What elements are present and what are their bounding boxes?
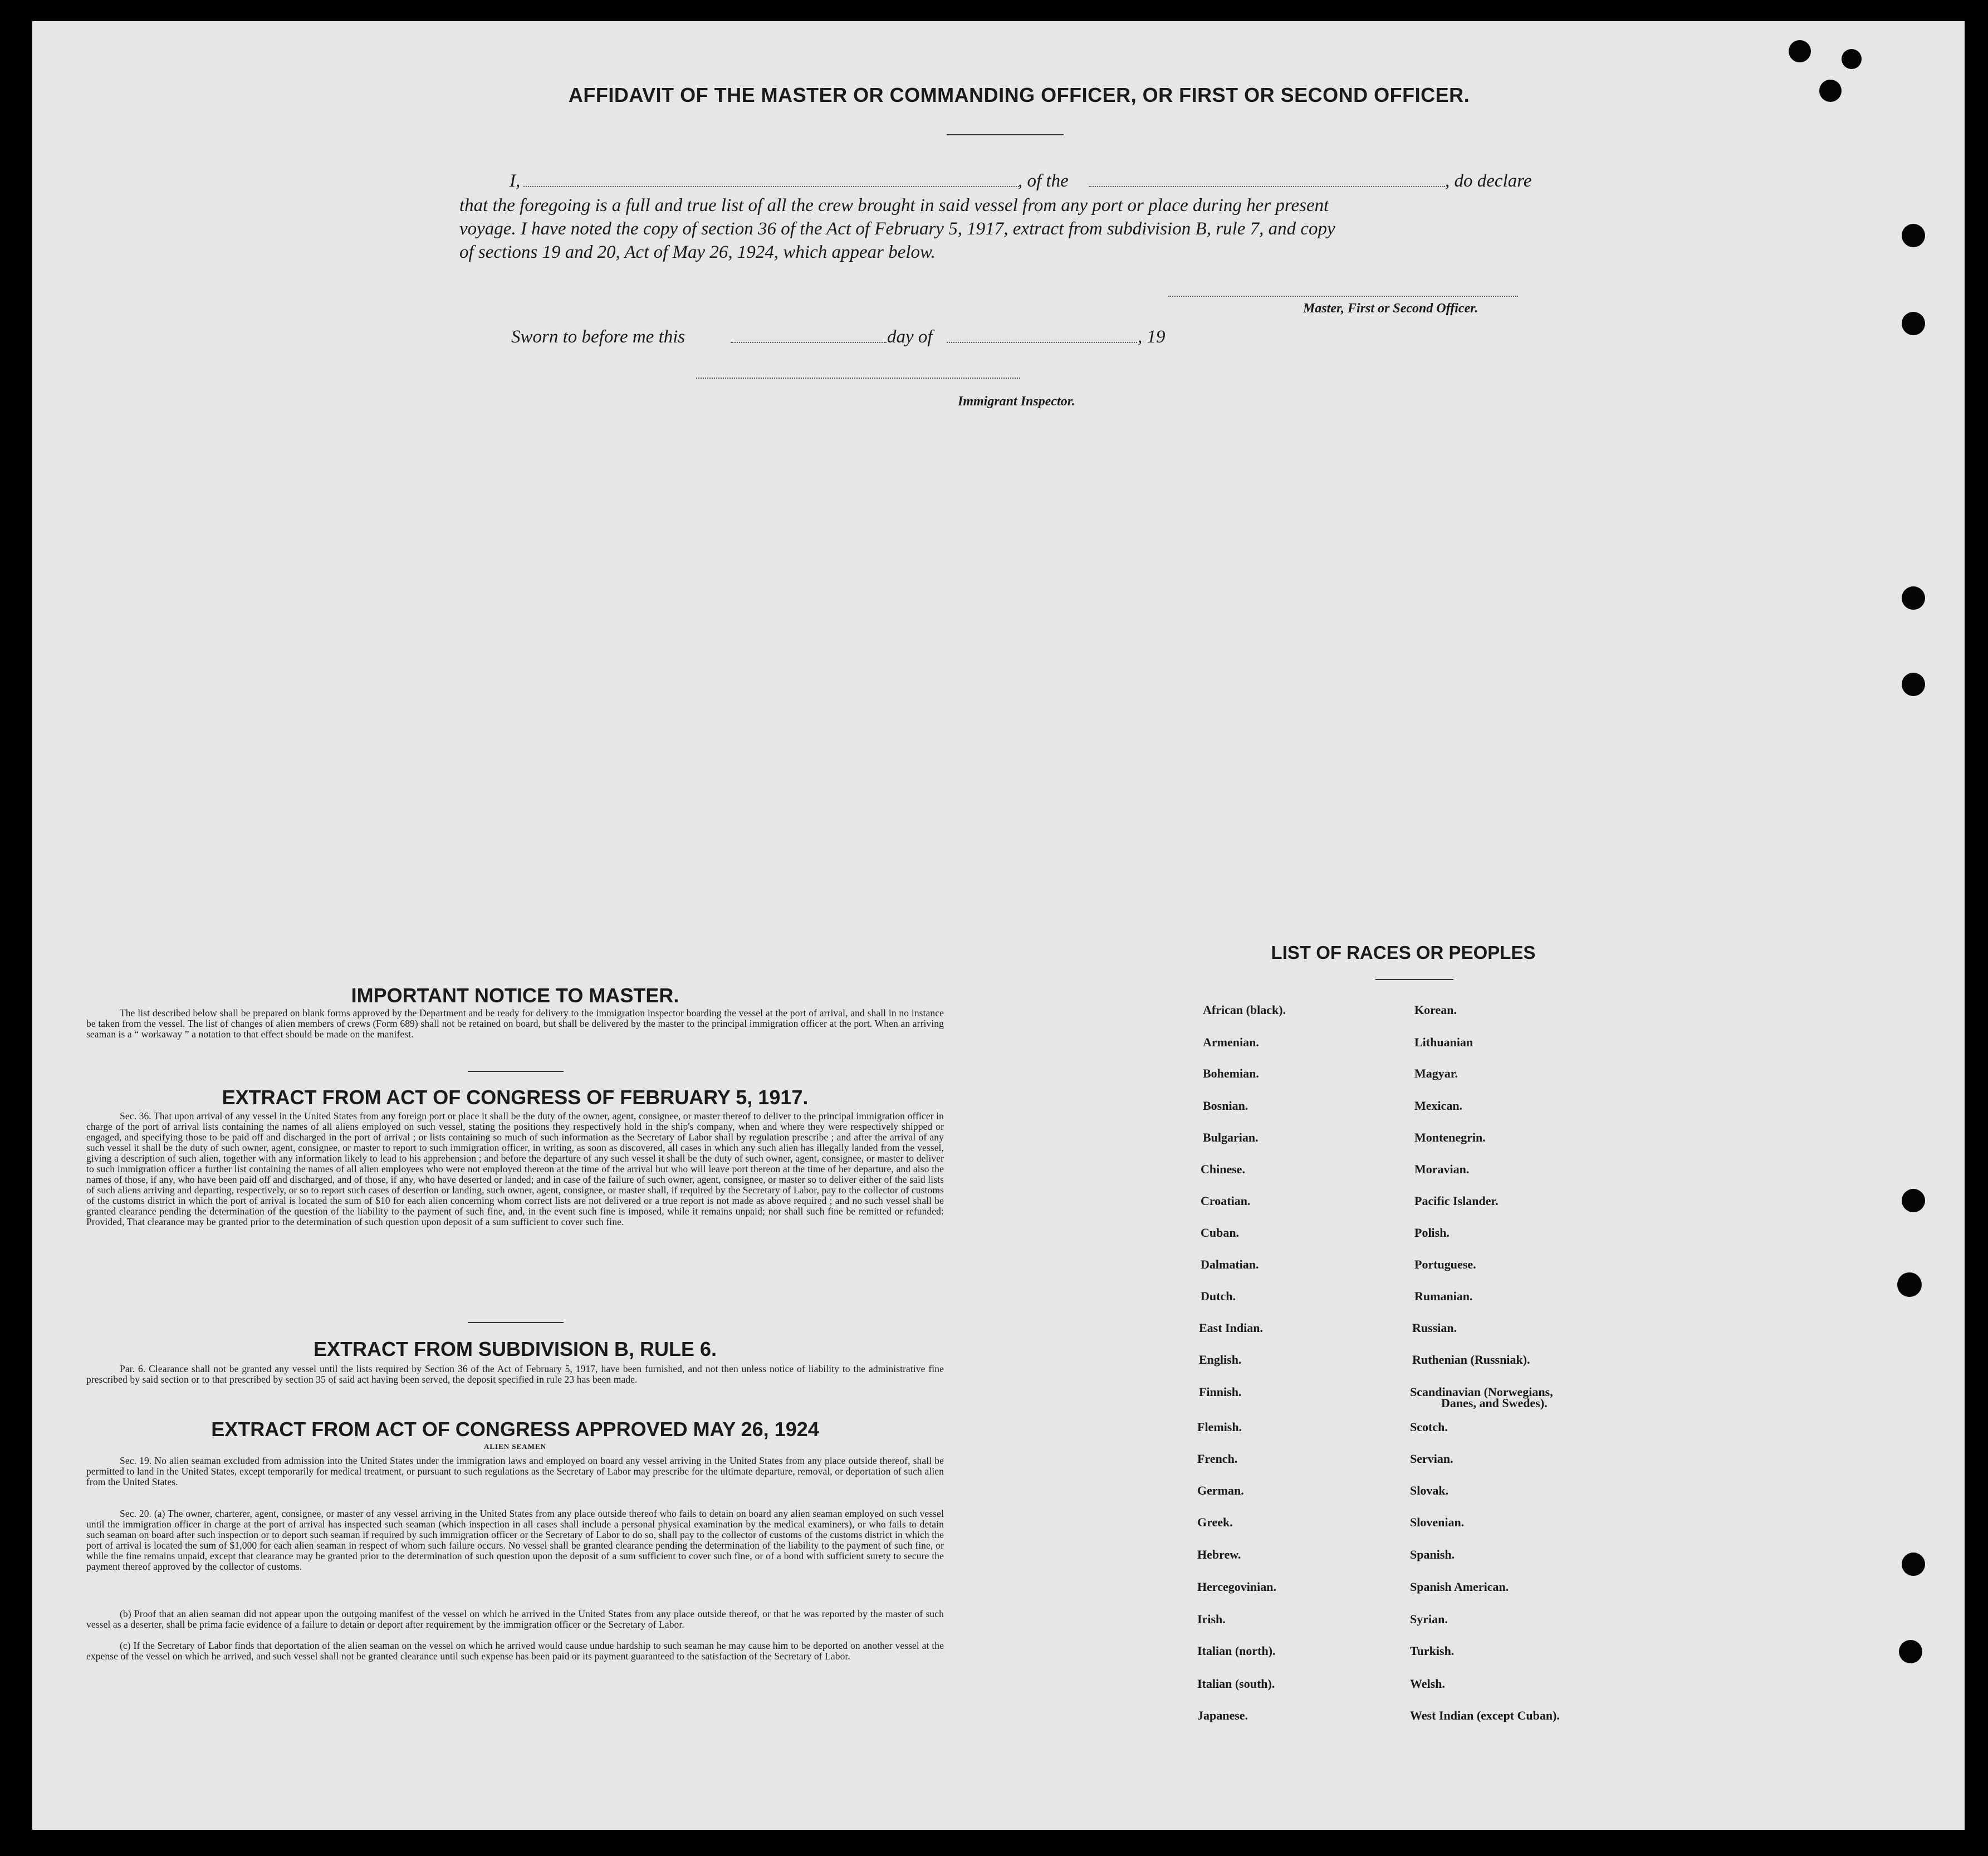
race-item: Syrian. [1410, 1612, 1448, 1626]
notice-body: The list described below shall be prepared on blank forms approved by the Department and be ready for delivery to the immigration inspector boarding the vessel at the port of arrival, and shall in no instance be taken from the vessel. The list of changes of alien members of crews (Form 689) shall not be retained on board, but shall be delivered by the master to the principal immigration officer at the port. When an arriving seaman is a “ workaway ” a notation to that effect should be made on the manifest. [86, 1007, 944, 1040]
race-item: Bulgarian. [1203, 1130, 1259, 1144]
sec19-text: Sec. 19. No alien seaman excluded from admission into the United States under the immigration laws and employed on board any vessel arriving in the United States from any place outside thereof, shall be permitted to land in the United States, except temporarily for medical treatment, or pursuant to such regulations as the Secretary of Labor may prescribe for the ultimate departure, removal, or deportation of such alien from the United States. [86, 1455, 944, 1487]
sworn-label: Sworn to before me this [511, 327, 685, 347]
punch-hole [1902, 673, 1925, 696]
declaration-line-4: of sections 19 and 20, Act of May 26, 1924, which appear below. [459, 242, 936, 262]
race-item: Danes, and Swedes). [1441, 1396, 1548, 1410]
race-item: Slovak. [1410, 1483, 1449, 1497]
punch-hole [1842, 49, 1862, 69]
sworn-day-field[interactable] [731, 342, 887, 343]
punch-hole [1902, 586, 1925, 610]
race-item: Dutch. [1201, 1289, 1236, 1303]
notice-title: IMPORTANT NOTICE TO MASTER. [351, 984, 679, 1007]
race-item: Armenian. [1203, 1035, 1259, 1049]
declarant-label: I, [510, 171, 521, 191]
race-item: Hercegovinian. [1197, 1580, 1276, 1594]
punch-hole [1819, 80, 1842, 102]
vessel-name-field[interactable] [1089, 186, 1445, 187]
punch-hole [1902, 312, 1925, 335]
race-item: Hebrew. [1197, 1548, 1241, 1561]
race-item: Italian (north). [1197, 1644, 1276, 1658]
punch-hole [1897, 1272, 1922, 1297]
sworn-month-field[interactable] [947, 342, 1137, 343]
race-item: Moravian. [1414, 1162, 1470, 1176]
race-item: Finnish. [1199, 1385, 1242, 1399]
race-item: Mexican. [1414, 1099, 1463, 1113]
section-divider [468, 1071, 564, 1072]
race-item: Montenegrin. [1414, 1130, 1486, 1144]
title-divider [947, 134, 1064, 135]
race-item: Italian (south). [1197, 1677, 1275, 1691]
sec20b-text: (b) Proof that an alien seaman did not appear upon the outgoing manifest of the vessel on which he arrived in the United States from any place outside thereof, or that he was reported by the master of such vessel as a deserter, shall be prima facie evidence of a failure to detain or deport after requirement by the immigration officer or the Secretary of Labor. [86, 1608, 944, 1630]
race-item: Bosnian. [1203, 1099, 1248, 1113]
alien-seamen-subtitle: ALIEN SEAMEN [483, 1442, 547, 1451]
race-item: Spanish. [1410, 1548, 1455, 1561]
race-item: African (black). [1203, 1003, 1286, 1017]
race-item: Magyar. [1414, 1066, 1458, 1080]
extract-1917-body: Sec. 36. That upon arrival of any vessel in the United States from any foreign port or place it shall be the duty of the owner, agent, consignee, or master thereof to deliver to the principal immigration officer in charge of the port of arrival lists containing the names of all aliens employed on such vessel, stating the positions they respectively hold in the ship's company, when and where they were respectively shipped or engaged, and specifying those to be paid off and discharged in the port of arrival ; or lists containing so much of such information as the Secretary of Labor shall by regulation prescribe ; and after the arrival of any such vessel it shall be the duty of such owner, agent, consignee, or master to report to such immigration officer, in writing, as soon as discovered, all cases in which any such alien has illegally landed from the vessel, giving a description of such alien, together with any information likely to lead to his apprehension ; and before the departure of any such vessel it shall be the duty of such owner, agent, consignee, or master to deliver to such immigration officer a further list containing the names of all alien employees who were not employed thereon at the time of the arrival but who will leave port thereon at the time of her departure, and also the names of those, if any, who have been paid off and discharged, and of those, if any, who have deserted or landed; and in case of the failure of such owner, agent, consignee, or master so to deliver either of the said lists of such aliens arriving and departing, respectively, or so to report such cases of desertion or landing, such owner, agent, consignee, or master shall, if required by the Secretary of Labor, pay to the collector of customs of the customs district in which the port of arrival is located the sum of $10 for each alien concerning whom correct lists are not delivered or a true report is not made as above required ; and no such vessel shall be granted clearance pending the determination of the question of the liability to the payment of such fine, and, in the event such fine is imposed, while it remains unpaid; nor shall such fine be remitted or refunded: Provided, That clearance may be granted prior to the determination of such question upon deposit of a sum sufficient to cover such fine. [86, 1110, 944, 1227]
declaration-line-2: that the foregoing is a full and true list of all the crew brought in said vessel from any port or place during her present [459, 195, 1329, 216]
rule6-title: EXTRACT FROM SUBDIVISION B, RULE 6. [313, 1338, 717, 1360]
race-item: Flemish. [1197, 1420, 1242, 1434]
race-item: Scandinavian (Norwegians, [1410, 1385, 1553, 1399]
punch-hole [1902, 1189, 1925, 1212]
extract-1917-title: EXTRACT FROM ACT OF CONGRESS OF FEBRUARY 5, 1917. [222, 1086, 809, 1109]
punch-hole [1789, 40, 1811, 62]
race-item: Scotch. [1410, 1420, 1448, 1434]
punch-hole [1902, 1553, 1925, 1576]
declarant-name-field[interactable] [523, 186, 1019, 187]
extract-1924-title: EXTRACT FROM ACT OF CONGRESS APPROVED MAY 26, 1924 [211, 1418, 819, 1441]
race-item: Lithuanian [1414, 1035, 1473, 1049]
year-label: , 19 [1138, 327, 1166, 347]
race-item: Cuban. [1201, 1226, 1240, 1240]
race-item: East Indian. [1199, 1321, 1263, 1335]
do-declare-label: , do declare [1445, 171, 1532, 191]
race-item: Russian. [1412, 1321, 1457, 1335]
races-divider [1375, 979, 1453, 980]
race-item: Bohemian. [1203, 1066, 1259, 1080]
race-item: Greek. [1197, 1515, 1233, 1529]
race-item: Pacific Islander. [1414, 1194, 1499, 1208]
race-item: Irish. [1197, 1612, 1226, 1626]
race-item: Turkish. [1410, 1644, 1455, 1658]
race-item: Dalmatian. [1201, 1257, 1259, 1271]
race-item: Welsh. [1410, 1677, 1445, 1691]
sec20c-text: (c) If the Secretary of Labor finds that deportation of the alien seaman on the vessel on which he arrived would cause undue hardship to such seaman he may cause him to be deported on another vessel at the expense of the vessel on which he arrived, and such vessel shall not be granted clearance until such expense has been paid or its payment guaranteed to the satisfaction of the Secretary of Labor. [86, 1640, 944, 1662]
race-item: Spanish American. [1410, 1580, 1509, 1594]
rule6-body: Par. 6. Clearance shall not be granted any vessel until the lists required by Section 36 of the Act of February 5, 1917, have been furnished, and not then unless notice of liability to the administrative fine prescribed by said section or to that prescribed by section 35 of said act having been served, the deposit specified in rule 23 has been made. [86, 1363, 944, 1385]
affidavit-title: AFFIDAVIT OF THE MASTER OR COMMANDING OFFICER, OR FIRST OR SECOND OFFICER. [568, 84, 1470, 106]
master-signature-field[interactable] [1168, 296, 1518, 297]
race-item: English. [1199, 1353, 1242, 1367]
inspector-signature-field[interactable] [696, 378, 1020, 379]
race-item: Slovenian. [1410, 1515, 1465, 1529]
race-item: Korean. [1414, 1003, 1457, 1017]
race-item: West Indian (except Cuban). [1410, 1708, 1560, 1722]
inspector-caption: Immigrant Inspector. [958, 394, 1075, 409]
race-item: Portuguese. [1414, 1257, 1476, 1271]
master-caption: Master, First or Second Officer. [1303, 301, 1478, 316]
vessel-label: , of the [1018, 171, 1069, 191]
sec20a-text: Sec. 20. (a) The owner, charterer, agent, consignee, or master of any vessel arriving in the United States from any place outside thereof who fails to detain on board any alien seaman employed on such vessel until the immigration officer in charge at the port of arrival has inspected such seaman (which inspection in all cases shall include a personal physical examination by the medical examiners), or who fails to detain such seaman on board after such inspection or to deport such seaman if required by such immigration officer or the Secretary of Labor to do so, shall pay to the collector of customs of the customs district in which the port of arrival is located the sum of $1,000 for each alien seaman in respect of whom such failure occurs. No vessel shall be granted clearance pending the determination of the liability to the payment of such fine, or while the fine remains unpaid, except that clearance may be granted prior to the determination of such question upon the deposit of a sum sufficient to cover such fine, or of a bond with sufficient surety to secure the payment thereof approved by the collector of customs. [86, 1508, 944, 1572]
punch-hole [1902, 224, 1925, 247]
race-item: German. [1197, 1483, 1244, 1497]
race-item: Polish. [1414, 1226, 1450, 1240]
race-item: Servian. [1410, 1452, 1453, 1466]
race-item: Chinese. [1201, 1162, 1246, 1176]
race-item: Japanese. [1197, 1708, 1248, 1722]
races-title: LIST OF RACES OR PEOPLES [1271, 942, 1536, 963]
race-item: Croatian. [1201, 1194, 1251, 1208]
race-item: Ruthenian (Russniak). [1412, 1353, 1530, 1367]
day-of-label: day of [887, 327, 933, 347]
declaration-line-3: voyage. I have noted the copy of section 36 of the Act of February 5, 1917, extract from subdivision B, rule 7, and copy [459, 219, 1335, 239]
race-item: Rumanian. [1414, 1289, 1473, 1303]
race-item: French. [1197, 1452, 1238, 1466]
punch-hole [1899, 1640, 1922, 1663]
section-divider [468, 1322, 564, 1323]
